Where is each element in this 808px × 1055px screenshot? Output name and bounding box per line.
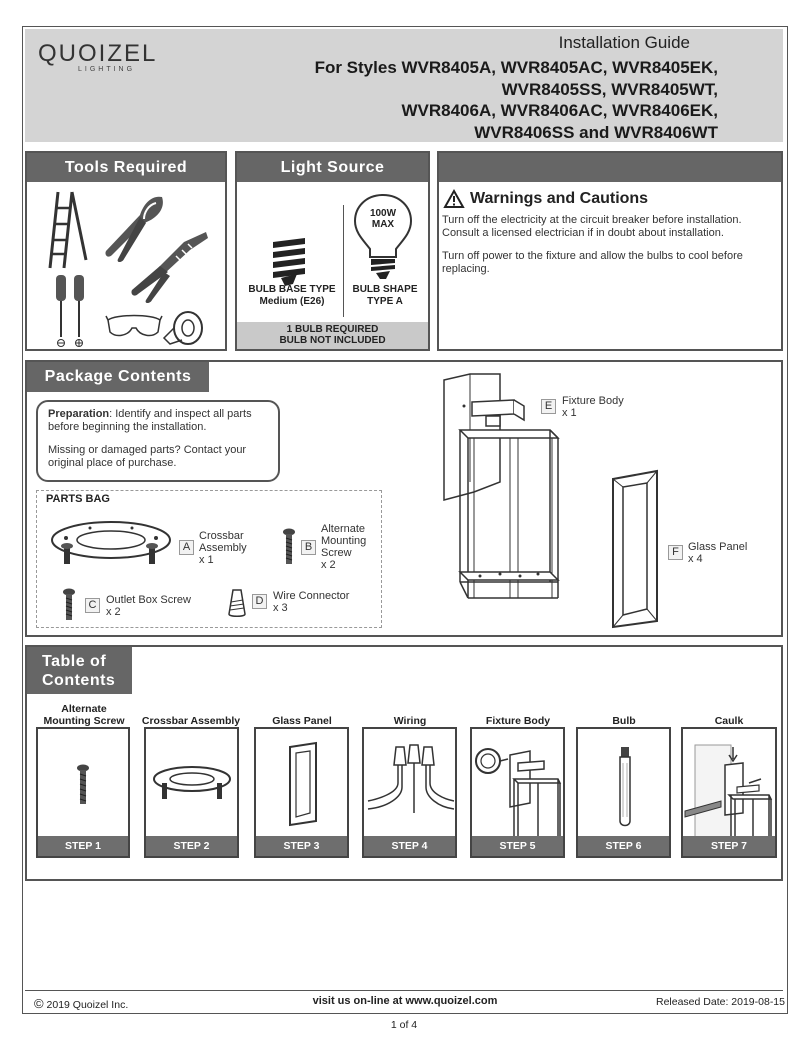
missing-parts-text: Missing or damaged parts? Contact your original place of purchase.: [48, 444, 247, 469]
step-2-card[interactable]: [144, 727, 239, 858]
part-a-name: Crossbar Assembly: [199, 530, 247, 554]
styles-line: WVR8406SS and WVR8406WT: [474, 122, 718, 142]
warnings-title-row: [444, 190, 648, 208]
step-4-label: Wiring: [393, 715, 427, 727]
preparation-text: [48, 408, 268, 433]
screwdriver-flat-icon: [54, 275, 68, 347]
warning-text-1: Turn off the electricity at the circuit breaker before installation. Consult a licensed electrician if in doubt about installation.: [442, 214, 742, 239]
part-c-name: Outlet Box Screw: [106, 594, 191, 606]
step-5-card[interactable]: [470, 727, 565, 858]
part-d-qty: x 3: [273, 602, 288, 614]
step-4-card[interactable]: [362, 727, 457, 858]
step-3-card[interactable]: [254, 727, 349, 858]
bulb-not-included: BULB NOT INCLUDED: [279, 335, 386, 346]
step-1-label: [36, 703, 132, 727]
step-6-bar: STEP 6: [578, 836, 669, 856]
bulb-shape-type: BULB SHAPE: [352, 284, 418, 295]
outlet-box-screw-icon: [62, 588, 76, 622]
footer-rule: [25, 990, 783, 991]
bulb-base-value: Medium (E26): [259, 296, 325, 307]
part-letter-e: E: [541, 399, 556, 414]
bulb-base-icon: [271, 238, 307, 286]
package-title: Package Contents: [27, 362, 209, 392]
brand-subtitle: LIGHTING: [78, 66, 136, 73]
bulb-required-bar: [237, 322, 428, 349]
bulb-required: 1 BULB REQUIRED: [286, 324, 379, 335]
part-f-text: [688, 541, 768, 565]
step-7-label: Caulk: [714, 715, 744, 727]
styles-line: For Styles WVR8405A, WVR8405AC, WVR8405EK,: [314, 58, 718, 77]
bulb-shape-icon: [352, 193, 414, 281]
part-d-name: Wire Connector: [273, 590, 350, 602]
toc-title: [27, 647, 132, 694]
wire-stripper-icon: [128, 228, 210, 304]
bulb-shape-value: TYPE A: [367, 296, 403, 307]
part-a-qty: x 1: [199, 554, 214, 566]
wattage-value: 100W: [369, 208, 397, 219]
wire-connector-icon: [227, 588, 247, 618]
step-4-bar: STEP 4: [364, 836, 455, 856]
part-b-name: Alternate Mounting Screw: [321, 523, 367, 559]
part-b-text: [321, 523, 381, 571]
part-e-qty: x 1: [562, 407, 577, 419]
part-letter-a: A: [179, 540, 194, 555]
page-number: 1 of 4: [390, 1019, 418, 1031]
glass-panel-icon: [611, 469, 661, 629]
styles-list: [200, 57, 718, 143]
part-letter-c: C: [85, 598, 100, 613]
preparation-body: : Identify and inspect all parts before beginning the installation.: [48, 408, 252, 433]
part-a-text: [199, 530, 269, 566]
guide-title: Installation Guide: [558, 33, 690, 52]
step-1-label-line2: Mounting Screw: [43, 715, 125, 727]
preparation-note: [36, 400, 280, 482]
part-f-qty: x 4: [688, 553, 703, 565]
part-e-text: [562, 395, 662, 419]
bulb-base-label: [239, 284, 345, 308]
part-b-qty: x 2: [321, 559, 336, 571]
step-6-card[interactable]: [576, 727, 671, 858]
step-7-bar: STEP 7: [683, 836, 775, 856]
part-d-text: [273, 590, 373, 614]
warning-text-2: Turn off power to the fixture and allow the bulbs to cool before replacing.: [442, 250, 743, 275]
step-2-bar: STEP 2: [146, 836, 237, 856]
light-source-title: Light Source: [237, 153, 428, 182]
step-1-bar: STEP 1: [38, 836, 128, 856]
part-e-name: Fixture Body: [562, 395, 624, 407]
part-f-name: Glass Panel: [688, 541, 748, 553]
step-5-bar: STEP 5: [472, 836, 563, 856]
part-c-qty: x 2: [106, 606, 121, 618]
styles-line: WVR8406A, WVR8406AC, WVR8406EK,: [401, 101, 718, 120]
warning-triangle-icon: [444, 190, 464, 208]
part-c-text: [106, 594, 206, 618]
step-3-label: Glass Panel: [272, 715, 332, 727]
part-letter-d: D: [252, 594, 267, 609]
tube-bulb-icon: [617, 747, 633, 827]
glass-panel-step-icon: [288, 741, 318, 827]
part-letter-f: F: [668, 545, 683, 560]
ladder-icon: [48, 190, 88, 270]
screwdriver-phillips-icon: [72, 275, 86, 347]
step-2-label: Crossbar Assembly: [141, 715, 241, 727]
crossbar-assembly-icon: [50, 518, 172, 574]
part-letter-b: B: [301, 540, 316, 555]
copyright-symbol: ©: [34, 996, 44, 1011]
warnings-title: Warnings and Cautions: [470, 190, 649, 207]
alternate-mounting-screw-icon: [282, 528, 296, 566]
copyright-text: 2019 Quoizel Inc.: [46, 999, 129, 1011]
toc-title-line1: Table of: [42, 653, 107, 670]
safety-glasses-icon: [106, 312, 162, 340]
wattage-label: [366, 208, 400, 230]
website-link[interactable]: visit us on-line at www.quoizel.com: [312, 995, 498, 1007]
preparation-bold: Preparation: [48, 408, 110, 420]
step-5-label: Fixture Body: [485, 715, 551, 727]
warnings-header-bar: [439, 153, 781, 182]
parts-bag-title: PARTS BAG: [46, 493, 110, 505]
step-1-label-line1: Alternate: [61, 703, 107, 715]
copyright: [34, 996, 128, 1011]
wattage-max: MAX: [371, 219, 395, 230]
caulk-icon: [685, 743, 775, 837]
bulb-shape-label: [343, 284, 427, 308]
crossbar-icon: [152, 763, 232, 803]
step-7-card[interactable]: [681, 727, 777, 858]
mounting-screw-icon: [76, 764, 90, 806]
brand-logo: QUOIZEL: [38, 40, 158, 67]
release-date: Released Date: 2019-08-15: [655, 996, 785, 1008]
step-1-card[interactable]: [36, 727, 130, 858]
wiring-icon: [368, 743, 454, 823]
tools-title: Tools Required: [27, 153, 225, 182]
fixture-mount-icon: [474, 743, 564, 837]
step-6-label: Bulb: [612, 715, 636, 727]
bulb-base-type: BULB BASE TYPE: [248, 284, 336, 295]
styles-line: WVR8405SS, WVR8405WT,: [501, 79, 718, 99]
tape-icon: [164, 310, 204, 346]
toc-title-line2: Contents: [42, 672, 116, 689]
step-3-bar: STEP 3: [256, 836, 347, 856]
